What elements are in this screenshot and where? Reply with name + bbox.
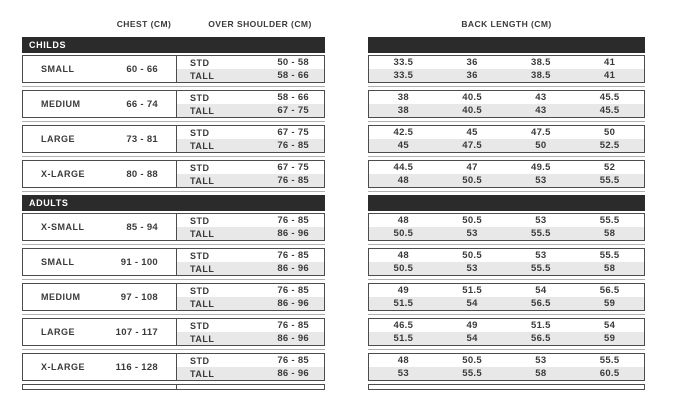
fit-row-std — [177, 56, 324, 69]
back-length-group-row — [368, 55, 645, 83]
fit-row-tall — [177, 139, 324, 152]
fit-row-std — [177, 91, 324, 104]
chest-range: 91 - 100 — [120, 256, 158, 268]
group-gap-line — [22, 86, 325, 87]
back-length-value: 59 — [604, 333, 616, 344]
over-shoulder-range-tall: 76 - 85 — [277, 140, 309, 151]
back-length-group-row — [368, 248, 645, 276]
back-length-row-std — [369, 126, 644, 139]
back-length-row-std — [369, 161, 644, 174]
back-length-value: 36 — [466, 57, 478, 68]
over-shoulder-range-std: 76 - 85 — [277, 250, 309, 261]
back-length-value: 58 — [535, 368, 547, 379]
fit-row-std — [177, 319, 324, 332]
back-length-value: 53 — [397, 368, 409, 379]
back-length-row-tall — [369, 69, 644, 82]
size-label: X-LARGE — [41, 169, 85, 179]
section-bar-childs: CHILDS — [22, 37, 325, 53]
fit-row-tall — [177, 367, 324, 380]
fit-row-std — [177, 354, 324, 367]
size-label: MEDIUM — [41, 99, 81, 109]
over-shoulder-cell — [177, 214, 324, 240]
back-length-value: 48 — [397, 175, 409, 186]
over-shoulder-cell — [177, 126, 324, 152]
over-shoulder-range-tall: 86 - 96 — [277, 333, 309, 344]
back-length-value: 40.5 — [462, 105, 482, 116]
fit-label-tall: TALL — [190, 105, 215, 116]
size-group-row — [22, 353, 325, 381]
back-length-value: 58 — [604, 228, 616, 239]
fit-row-tall — [177, 174, 324, 187]
back-length-value: 53 — [466, 263, 478, 274]
group-gap-line — [368, 349, 645, 350]
back-length-value: 50.5 — [393, 263, 414, 274]
group-gap-line — [368, 121, 645, 122]
back-length-value: 56.5 — [599, 285, 620, 296]
over-shoulder-range-std: 50 - 58 — [277, 57, 309, 68]
group-gap — [368, 83, 645, 90]
group-gap — [22, 346, 325, 353]
back-length-value: 48 — [397, 250, 409, 261]
back-length-value: 54 — [466, 333, 478, 344]
chest-range: 116 - 128 — [115, 361, 158, 373]
fit-label-std: STD — [190, 320, 210, 331]
fit-label-tall: TALL — [190, 263, 215, 274]
back-length-value: 33.5 — [393, 70, 414, 81]
fit-label-tall: TALL — [190, 228, 215, 239]
back-length-value: 48 — [397, 355, 409, 366]
table-bottom-strip — [22, 384, 325, 390]
group-gap-line — [22, 279, 325, 280]
size-group-row — [22, 90, 325, 118]
size-label: MEDIUM — [41, 292, 81, 302]
fit-row-tall — [177, 297, 324, 310]
back-length-group-row — [368, 353, 645, 381]
fit-label-std: STD — [190, 127, 210, 138]
back-length-value: 54 — [535, 285, 547, 296]
over-shoulder-range-std: 67 - 75 — [277, 162, 309, 173]
group-gap-line — [368, 156, 645, 157]
back-length-value: 45 — [397, 140, 409, 151]
group-gap — [22, 311, 325, 318]
chest-column-header: CHEST (CM) — [116, 19, 172, 29]
group-gap-line — [368, 244, 645, 245]
back-length-value: 38 — [397, 105, 409, 116]
fit-label-tall: TALL — [190, 298, 215, 309]
over-shoulder-cell — [177, 354, 324, 380]
group-gap-line — [368, 279, 645, 280]
fit-label-std: STD — [190, 162, 210, 173]
back-length-value: 33.5 — [393, 57, 414, 68]
back-length-column-header: BACK LENGTH (CM) — [461, 19, 552, 29]
group-gap-line — [22, 121, 325, 122]
group-gap — [368, 346, 645, 353]
back-length-row-std — [369, 354, 644, 367]
back-length-value: 50 — [604, 127, 616, 138]
size-label: X-SMALL — [41, 222, 85, 232]
back-length-value: 47 — [466, 162, 478, 173]
back-length-value: 45.5 — [599, 105, 620, 116]
back-length-row-std — [369, 56, 644, 69]
back-length-group-row — [368, 213, 645, 241]
fit-row-tall — [177, 227, 324, 240]
back-length-value: 51.5 — [393, 333, 414, 344]
size-group-row — [22, 283, 325, 311]
over-shoulder-cell — [177, 319, 324, 345]
group-gap — [22, 153, 325, 160]
group-gap-line — [22, 314, 325, 315]
back-length-value: 43 — [535, 92, 547, 103]
over-shoulder-range-tall: 67 - 75 — [277, 105, 309, 116]
size-cell — [23, 354, 177, 380]
back-length-table — [368, 37, 645, 390]
fit-label-std: STD — [190, 92, 210, 103]
over-shoulder-range-tall: 86 - 96 — [277, 298, 309, 309]
over-shoulder-cell — [177, 284, 324, 310]
back-length-value: 44.5 — [393, 162, 414, 173]
over-shoulder-cell — [177, 249, 324, 275]
back-length-value: 53 — [535, 215, 547, 226]
back-length-value: 47.5 — [462, 140, 482, 151]
fit-label-tall: TALL — [190, 368, 215, 379]
chest-range: 80 - 88 — [126, 168, 158, 180]
back-length-value: 47.5 — [531, 127, 551, 138]
column-divider — [176, 385, 177, 389]
size-group-row — [22, 318, 325, 346]
over-shoulder-cell — [177, 91, 324, 117]
back-length-value: 53 — [535, 250, 547, 261]
back-length-value: 49.5 — [531, 162, 551, 173]
fit-label-tall: TALL — [190, 175, 215, 186]
size-label: X-LARGE — [41, 362, 85, 372]
group-gap-line — [368, 191, 645, 192]
back-length-value: 54 — [604, 320, 616, 331]
group-gap — [368, 276, 645, 283]
size-cell — [23, 91, 177, 117]
back-length-value: 59 — [604, 298, 616, 309]
group-gap — [368, 153, 645, 160]
back-length-value: 55.5 — [599, 215, 620, 226]
fit-label-tall: TALL — [190, 70, 215, 81]
back-length-value: 50.5 — [393, 228, 414, 239]
back-length-row-std — [369, 284, 644, 297]
back-length-value: 58 — [604, 263, 616, 274]
size-label: LARGE — [41, 327, 75, 337]
back-length-row-tall — [369, 332, 644, 345]
back-length-value: 46.5 — [393, 320, 414, 331]
fit-row-tall — [177, 332, 324, 345]
chest-range: 107 - 117 — [115, 326, 158, 338]
back-length-row-tall — [369, 104, 644, 117]
back-length-value: 51.5 — [393, 298, 414, 309]
back-length-value: 41 — [604, 57, 616, 68]
over-shoulder-range-tall: 86 - 96 — [277, 368, 309, 379]
chest-over-shoulder-table — [22, 37, 325, 390]
size-cell — [23, 249, 177, 275]
back-length-group-row — [368, 125, 645, 153]
back-length-row-tall — [369, 367, 644, 380]
over-shoulder-cell — [177, 161, 324, 187]
back-length-value: 45 — [466, 127, 478, 138]
over-shoulder-column-header: OVER SHOULDER (CM) — [208, 19, 312, 29]
size-label: LARGE — [41, 134, 75, 144]
section-bar-blank — [368, 195, 645, 211]
over-shoulder-range-tall: 58 - 66 — [277, 70, 309, 81]
chest-range: 66 - 74 — [126, 98, 158, 110]
back-length-row-tall — [369, 227, 644, 240]
back-length-value: 50.5 — [462, 215, 482, 226]
group-gap-line — [22, 244, 325, 245]
over-shoulder-range-tall: 76 - 85 — [277, 175, 309, 186]
fit-label-std: STD — [190, 250, 210, 261]
fit-label-tall: TALL — [190, 333, 215, 344]
back-length-value: 43 — [535, 105, 547, 116]
chest-range: 73 - 81 — [126, 133, 158, 145]
back-length-value: 53 — [466, 228, 478, 239]
back-length-value: 40.5 — [462, 92, 482, 103]
back-length-value: 60.5 — [599, 368, 620, 379]
over-shoulder-range-std: 76 - 85 — [277, 215, 309, 226]
group-gap — [368, 188, 645, 195]
back-length-value: 51.5 — [462, 285, 482, 296]
back-length-value: 54 — [466, 298, 478, 309]
back-length-row-tall — [369, 297, 644, 310]
group-gap-line — [368, 314, 645, 315]
back-length-value: 49 — [466, 320, 478, 331]
back-length-value: 50.5 — [462, 355, 482, 366]
size-cell — [23, 284, 177, 310]
back-length-value: 55.5 — [531, 263, 551, 274]
back-length-value: 56.5 — [531, 298, 551, 309]
size-group-row — [22, 160, 325, 188]
back-length-value: 42.5 — [393, 127, 414, 138]
group-gap-line — [22, 191, 325, 192]
section-bar-adults: ADULTS — [22, 195, 325, 211]
back-length-group-row — [368, 160, 645, 188]
back-length-value: 36 — [466, 70, 478, 81]
back-length-value: 49 — [397, 285, 409, 296]
over-shoulder-range-tall: 86 - 96 — [277, 263, 309, 274]
back-length-row-std — [369, 249, 644, 262]
over-shoulder-range-tall: 86 - 96 — [277, 228, 309, 239]
back-length-group-row — [368, 90, 645, 118]
back-length-value: 50.5 — [462, 175, 482, 186]
back-length-value: 41 — [604, 70, 616, 81]
group-gap — [368, 118, 645, 125]
size-group-row — [22, 213, 325, 241]
back-length-group-row — [368, 283, 645, 311]
fit-row-tall — [177, 69, 324, 82]
section-bar-blank — [368, 37, 645, 53]
table-bottom-strip — [368, 384, 645, 390]
over-shoulder-cell — [177, 56, 324, 82]
over-shoulder-range-std: 76 - 85 — [277, 355, 309, 366]
fit-label-std: STD — [190, 285, 210, 296]
size-label: SMALL — [41, 64, 75, 74]
chest-range: 85 - 94 — [126, 221, 158, 233]
group-gap — [22, 276, 325, 283]
fit-label-std: STD — [190, 57, 210, 68]
back-length-value: 53 — [535, 175, 547, 186]
chest-range: 60 - 66 — [126, 63, 158, 75]
group-gap-line — [22, 349, 325, 350]
size-cell — [23, 126, 177, 152]
back-length-row-tall — [369, 139, 644, 152]
group-gap — [368, 241, 645, 248]
fit-row-std — [177, 126, 324, 139]
group-gap-line — [368, 86, 645, 87]
back-length-value: 50 — [535, 140, 547, 151]
back-length-value: 55.5 — [599, 250, 620, 261]
size-cell — [23, 214, 177, 240]
back-length-value: 53 — [535, 355, 547, 366]
size-group-row — [22, 55, 325, 83]
back-length-value: 56.5 — [531, 333, 551, 344]
size-cell — [23, 319, 177, 345]
back-length-row-std — [369, 91, 644, 104]
fit-row-tall — [177, 104, 324, 117]
back-length-value: 38.5 — [531, 57, 551, 68]
fit-row-std — [177, 284, 324, 297]
group-gap — [22, 188, 325, 195]
back-length-value: 50.5 — [462, 250, 482, 261]
back-length-group-row — [368, 318, 645, 346]
fit-label-tall: TALL — [190, 140, 215, 151]
back-length-value: 52 — [604, 162, 616, 173]
group-gap — [368, 311, 645, 318]
back-length-value: 48 — [397, 215, 409, 226]
size-group-row — [22, 248, 325, 276]
back-length-value: 55.5 — [462, 368, 482, 379]
back-length-row-std — [369, 319, 644, 332]
back-length-value: 38 — [397, 92, 409, 103]
size-label: SMALL — [41, 257, 75, 267]
back-length-value: 55.5 — [599, 175, 620, 186]
size-cell — [23, 161, 177, 187]
group-gap — [22, 83, 325, 90]
back-length-row-tall — [369, 262, 644, 275]
back-length-value: 45.5 — [599, 92, 620, 103]
chest-range: 97 - 108 — [120, 291, 158, 303]
fit-label-std: STD — [190, 215, 210, 226]
back-length-row-tall — [369, 174, 644, 187]
back-length-value: 38.5 — [531, 70, 551, 81]
size-group-row — [22, 125, 325, 153]
back-length-value: 52.5 — [599, 140, 620, 151]
fit-row-std — [177, 161, 324, 174]
group-gap — [22, 241, 325, 248]
fit-row-std — [177, 214, 324, 227]
fit-row-std — [177, 249, 324, 262]
over-shoulder-range-std: 76 - 85 — [277, 320, 309, 331]
fit-label-std: STD — [190, 355, 210, 366]
back-length-value: 55.5 — [531, 228, 551, 239]
over-shoulder-range-std: 67 - 75 — [277, 127, 309, 138]
back-length-value: 55.5 — [599, 355, 620, 366]
group-gap — [22, 118, 325, 125]
back-length-value: 51.5 — [531, 320, 551, 331]
fit-row-tall — [177, 262, 324, 275]
back-length-row-std — [369, 214, 644, 227]
over-shoulder-range-std: 76 - 85 — [277, 285, 309, 296]
over-shoulder-range-std: 58 - 66 — [277, 92, 309, 103]
size-cell — [23, 56, 177, 82]
group-gap-line — [22, 156, 325, 157]
